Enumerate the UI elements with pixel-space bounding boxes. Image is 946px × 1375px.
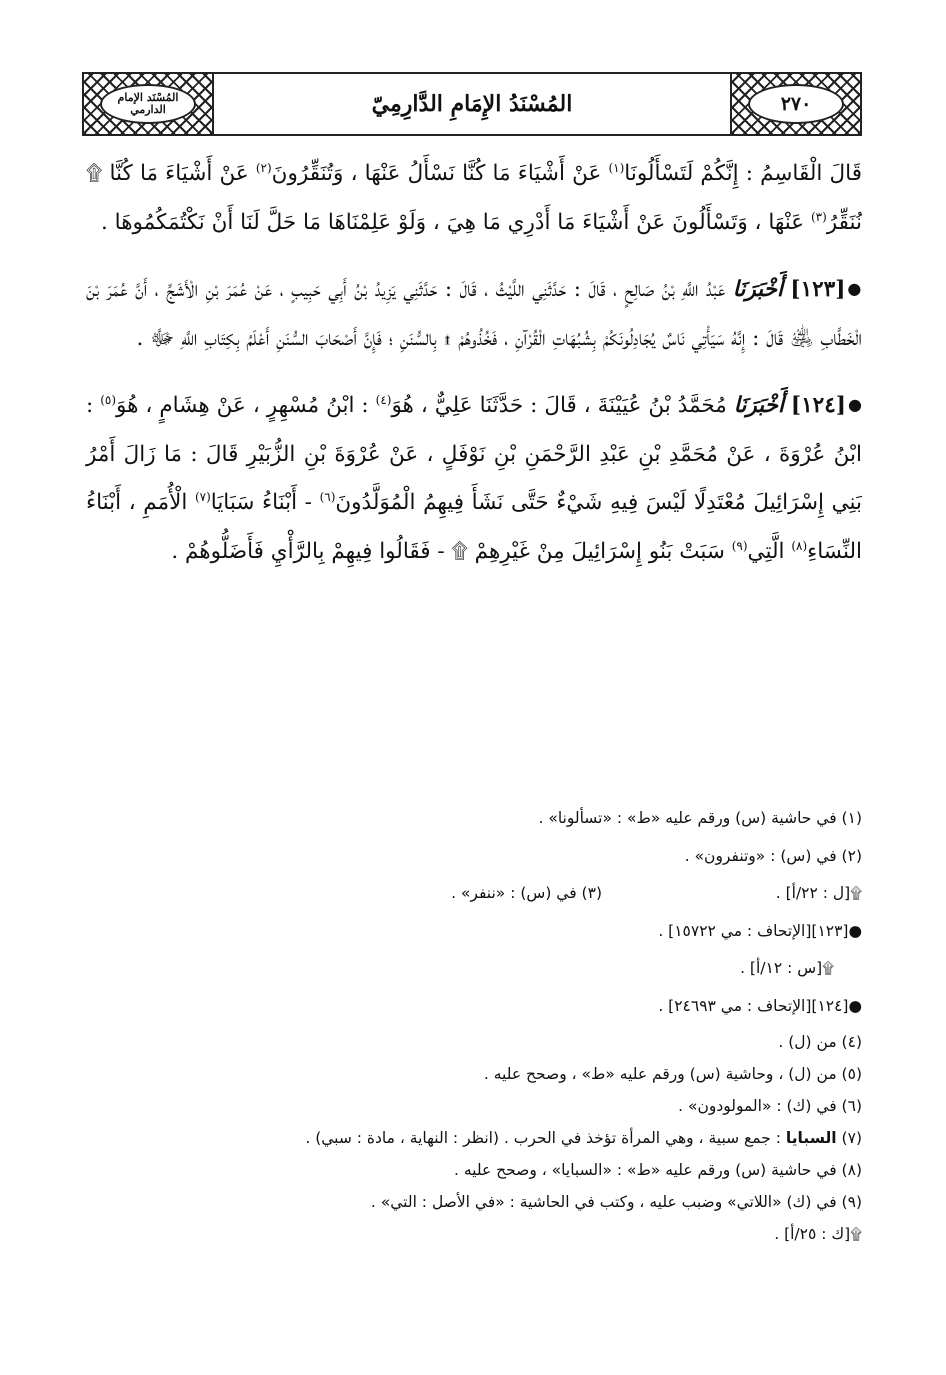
header-ornament-left [84, 74, 214, 134]
text-span: الْأُمَمِ ، أَبْنَاءُ النِّسَاءِ [86, 490, 862, 564]
footnote-6: (٦) في (ك) : «المولودون» . [678, 1096, 862, 1115]
hadith-123 [86, 265, 862, 363]
footnote-1: (١) في حاشية (س) ورقم عليه «ط» : «تسألونا» . [538, 809, 862, 827]
hadith-text: عَبْدُ اللَّهِ بْنُ صَالِحٍ ، قَالَ : حَدَّثَنِي اللَّيْثُ ، قَالَ : حَدَّثَنِي يَزِيدُ بْنُ أَبِي حَبِيبٍ ، عَنْ عُمَرَ بْنِ الْأَشَجِّ ، أَنَّ عُمَرَ بْنَ الْخَطَّابِ ﵁ قَالَ : إِنَّهُ سَيَأْتِي نَاسٌ يُجَادِلُونَكُمْ بِشُبُهَاتِ الْقُرْآنِ ، فَخُذُوهُمْ ۩ بِالسُّنَنِ ؛ فَإِنَّ أَصْحَابَ السُّنَنِ أَعْلَمُ بِكِتَابِ اللَّهِ ﷻ . [86, 277, 862, 351]
bullet-icon: ● [847, 279, 862, 298]
text-span: مُحَمَّدُ بْنُ عُيَيْنَةَ ، قَالَ : حَدَّثَنَا عَلِيٌّ ، هُوَ [391, 393, 734, 418]
header-ornament-right [730, 74, 860, 134]
text-span: قَالَ الْقَاسِمُ : إِنَّكُمْ لَتَسْأَلُونَا [624, 161, 862, 186]
footnote-ref-9[interactable]: (٩) [731, 538, 748, 553]
book-logo: المُسْنَد الإمام الدارمي [100, 84, 196, 124]
footnote-7 [120, 1122, 862, 1154]
manuscript-ref-s: ۩[س : ١٢/أ] . [740, 959, 834, 978]
footnote-ref-1[interactable]: (١) [608, 160, 625, 175]
akhbarana-word: أَخْبَرَنَا [732, 277, 783, 302]
paragraph-qasim [86, 150, 862, 247]
book-title: المُسْنَدُ الإِمَامِ الدَّارِمِيّ [371, 91, 573, 117]
manuscript-ref-k: ۩[ك : ٢٥/أ] . [774, 1224, 862, 1243]
text-span: سَبَتْ بَنُو إِسْرَائِيلَ مِنْ غَيْرِهِمْ ۩ - فَقَالُوا فِيهِمْ بِالرَّأْيِ فَأَضَلُّوهُمْ . [171, 538, 732, 564]
main-text [86, 150, 862, 576]
footnote-4: (٤) من (ل) . [778, 1032, 862, 1051]
footnote-ref-4[interactable]: (٤) [375, 392, 392, 407]
footnote-5: (٥) من (ل) ، وحاشية (س) ورقم عليه «ط» ، وصحح عليه . [483, 1064, 862, 1083]
text-span: عَنْهَا ، وَتَسْأَلُونَ عَنْ أَشْيَاءَ مَا أَدْرِي مَا هِيَ ، وَلَوْ عَلِمْنَاهَا مَا حَلَّ لَنَا أَنْ نَكْتُمَكُمُوهَا . [101, 209, 811, 235]
text-span: : ابْنُ عُرْوَةَ ، عَنْ مُحَمَّدِ بْنِ عَبْدِ الرَّحْمَنِ بْنِ نَوْفَلٍ ، عَنْ عُرْوَةَ بْنِ الزُّبَيْرِ قَالَ : مَا زَالَ أَمْرُ بَنِي إِسْرَائِيلَ مُعْتَدِلًا لَيْسَ فِيهِ شَيْءٌ حَتَّى نَشَأَ فِيهِمُ الْمُوَلَّدُونَ [86, 393, 863, 515]
ithaf-ref-123: ●[١٢٣][الإتحاف : مي ١٥٧٢٢] . [658, 921, 862, 940]
hadith-number: [١٢٣] [790, 277, 846, 302]
footnote-row-3 [120, 875, 862, 913]
page-header [82, 72, 862, 136]
footnote-ref-7[interactable]: (٧) [194, 489, 211, 504]
ithaf-ref-124: ●[١٢٤][الإتحاف : مي ٢٤٦٩٣] . [658, 996, 862, 1015]
footnote-7-text: : جمع سبية ، وهي المرأة تؤخذ في الحرب . (انظر : النهاية ، مادة : سبي) . [305, 1128, 786, 1147]
footnote-8: (٨) في حاشية (س) ورقم عليه «ط» : «السبايا» ، وصحح عليه . [454, 1160, 862, 1179]
footnote-7-number: (٧) [841, 1128, 862, 1147]
footnote-7-headword: السبايا [785, 1128, 837, 1147]
footnote-ref-6[interactable]: (٦) [319, 489, 336, 504]
page-number: ٢٧٠ [748, 84, 844, 124]
footnote-ref-5[interactable]: (٥) [100, 392, 117, 407]
footnote-ref-2[interactable]: (٢) [255, 160, 272, 175]
text-span: عَنْ أَشْيَاءَ مَا كُنَّا ۩ نُنَقِّرُ [86, 161, 862, 235]
footnote-9: (٩) في (ك) «اللاتي» وضبب عليه ، وكتب في الحاشية : «في الأصل : التي» . [370, 1192, 862, 1211]
hadith-124 [86, 381, 862, 576]
text-span: الَّتِي [747, 538, 792, 564]
hadith-number: [١٢٤] [790, 393, 846, 418]
footnote-ref-8[interactable]: (٨) [791, 538, 808, 553]
footnote-2: (٢) في (س) : «وتنفرون» . [684, 846, 862, 865]
text-span: عَنْ أَشْيَاءَ مَا كُنَّا نَسْأَلُ عَنْهَا ، وَتُنَقِّرُونَ [271, 161, 609, 186]
bullet-icon: ● [847, 395, 863, 414]
footnote-3: (٣) في (س) : «ننفر» . [451, 884, 602, 903]
footnote-ref-3[interactable]: (٣) [810, 209, 827, 224]
akhbarana-word: أَخْبَرَنَا [733, 393, 784, 418]
text-span: - أَبْنَاءُ سَبَايَا [210, 490, 320, 515]
footnotes-section [120, 800, 862, 1250]
text-span: : ابْنُ مُسْهِرٍ ، عَنْ هِشَامٍ ، هُوَ [116, 393, 376, 418]
manuscript-ref-l: ۩[ل : ٢٢/أ] . [775, 884, 862, 903]
